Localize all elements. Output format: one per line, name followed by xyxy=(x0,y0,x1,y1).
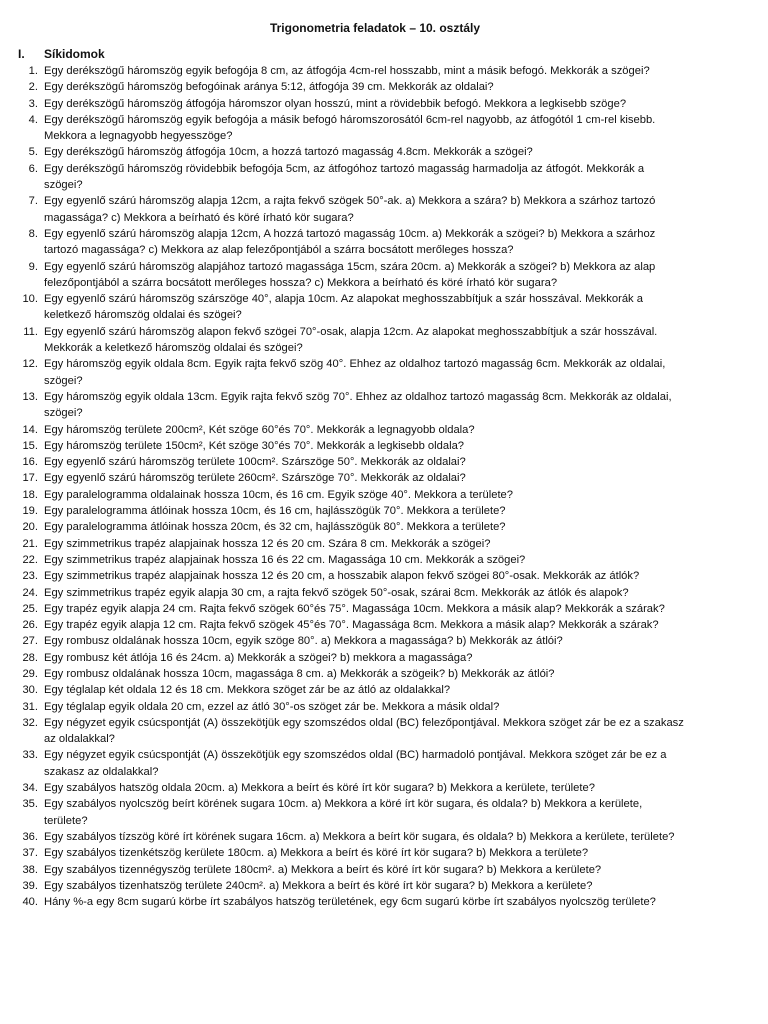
problem-text: Egy derékszögű háromszög átfogója háromszor olyan hosszú, mint a rövidebbik befogó. Mekkora a legkisebb szöge? xyxy=(44,97,627,110)
problem-item xyxy=(18,422,732,438)
problem-item xyxy=(18,747,732,780)
problem-text: Egy téglalap egyik oldala 20 cm, ezzel az átló 30°-os szöget zár be. Mekkora a másik oldal? xyxy=(44,700,500,713)
problem-text: Egy szabályos tizenhatszög területe 240cm². a) Mekkora a beírt és köré írt kör sugara? b) Mekkora a kerülete? xyxy=(44,879,593,892)
problem-item xyxy=(18,666,732,682)
problem-number: 18. xyxy=(22,488,38,501)
problem-text: Egy szabályos tízszög köré írt körének sugara 16cm. a) Mekkora a beírt kör sugara, és oldala? b) Mekkora a kerülete, területe? xyxy=(44,830,675,843)
problem-item xyxy=(18,519,732,535)
problem-item xyxy=(18,650,732,666)
problem-item xyxy=(18,878,732,894)
problem-number: 8. xyxy=(28,227,38,240)
problem-number: 31. xyxy=(22,700,38,713)
problem-number: 29. xyxy=(22,667,38,680)
problem-text: Egy szabályos hatszög oldala 20cm. a) Mekkora a beírt és köré írt kör sugara? b) Mekkora a kerülete, területe? xyxy=(44,782,595,795)
problem-text: Egy egyenlő szárú háromszög területe 260cm². Szárszöge 70°. Mekkorák az oldalai? xyxy=(44,472,466,485)
problem-number: 2. xyxy=(28,81,38,94)
problem-item xyxy=(18,536,732,552)
problem-number: 32. xyxy=(22,716,38,729)
problem-item xyxy=(18,617,732,633)
problem-text: Egy paralelogramma átlóinak hossza 10cm, és 16 cm, hajlásszögük 70°. Mekkora a területe? xyxy=(44,505,506,518)
problem-text: Egy szabályos tizennégyszög területe 180cm². a) Mekkora a beírt és köré írt kör sugara? b) Mekkora a kerülete? xyxy=(44,863,602,876)
problem-item xyxy=(18,552,732,568)
problem-number: 27. xyxy=(22,635,38,648)
problem-text: Egy négyzet egyik csúcspontját (A) összekötjük egy szomszédos oldal (BC) felezőpontjával. Mekkora szöget zár be ez a szakasz az oldalakkal? xyxy=(44,716,684,746)
problem-item xyxy=(18,144,732,160)
problem-number: 1. xyxy=(28,65,38,77)
problem-number: 17. xyxy=(22,472,38,485)
problem-item xyxy=(18,601,732,617)
problem-text: Egy paralelogramma átlóinak hossza 20cm, és 32 cm, hajlásszögük 80°. Mekkora a területe? xyxy=(44,521,506,534)
problem-item xyxy=(18,63,732,79)
problem-number: 37. xyxy=(22,847,38,860)
problem-text: Egy háromszög területe 200cm², Két szöge 60°és 70°. Mekkorák a legnagyobb oldala? xyxy=(44,423,475,436)
problem-text: Egy háromszög egyik oldala 13cm. Egyik rajta fekvő szög 70°. Ehhez az oldalhoz tartozó magasság 8cm. Mekkorák az oldalai, szögei? xyxy=(44,390,672,420)
problem-text: Egy derékszögű háromszög egyik befogója 8 cm, az átfogója 4cm-rel hosszabb, mint a másik befogó. Mekkorák a szögei? xyxy=(44,65,650,77)
problem-text: Egy derékszögű háromszög befogóinak aránya 5:12, átfogója 39 cm. Mekkorák az oldalai? xyxy=(44,81,494,94)
problem-text: Egy trapéz egyik alapja 24 cm. Rajta fekvő szögek 60°és 75°. Magassága 10cm. Mekkora a másik alap? Mekkorák a szárak? xyxy=(44,602,665,615)
problem-text: Egy rombusz oldalának hossza 10cm, egyik szöge 80°. a) Mekkora a magassága? b) Mekkorák az átlói? xyxy=(44,635,563,648)
problem-number: 36. xyxy=(22,830,38,843)
problem-text: Egy trapéz egyik alapja 12 cm. Rajta fekvő szögek 45°és 70°. Magassága 8cm. Mekkora a másik alap? Mekkorák a szárak? xyxy=(44,619,659,632)
problem-item xyxy=(18,503,732,519)
problem-item xyxy=(18,633,732,649)
problem-number: 11. xyxy=(23,325,38,338)
problem-number: 12. xyxy=(22,358,38,371)
problem-text: Egy szimmetrikus trapéz alapjainak hossza 12 és 20 cm, a hosszabik alapon fekvő szögei 80°-osak. Mekkorák az átlók? xyxy=(44,570,640,583)
problem-item xyxy=(18,389,732,422)
problem-text: Egy egyenlő szárú háromszög alapon fekvő szögei 70°-osak, alapja 12cm. Az alapokat meghosszabbítjuk a szár hosszával. Mekkorák a keletkező háromszög oldalai és szögei? xyxy=(44,325,658,355)
section-heading xyxy=(18,46,732,62)
problem-number: 25. xyxy=(22,602,38,615)
problem-text: Egy négyzet egyik csúcspontját (A) összekötjük egy szomszédos oldal (BC) harmadoló pontjával. Mekkora szöget zár be ez a szakasz az oldalakkal? xyxy=(44,749,667,778)
problem-text: Egy egyenlő szárú háromszög alapja 12cm, a rajta fekvő szögek 50°-ak. a) Mekkora a szára? b) Mekkora a szárhoz tartozó magassága? c) Mekkora a beírható és köré írható kör sugara? xyxy=(44,195,656,224)
problem-text: Egy derékszögű háromszög egyik befogója a másik befogó háromszorosától 6cm-rel nagyobb, az átfogótól 1 cm-rel kisebb. Mekkora a legnagyobb hegyesszöge? xyxy=(44,113,656,143)
problem-number: 16. xyxy=(22,456,38,469)
problem-text: Egy szimmetrikus trapéz alapjainak hossza 16 és 22 cm. Magassága 10 cm. Mekkorák a szögei? xyxy=(44,553,526,566)
problem-number: 9. xyxy=(28,260,38,273)
problem-number: 30. xyxy=(22,684,38,697)
problem-number: 33. xyxy=(22,749,38,762)
section-title: Síkidomok xyxy=(44,47,105,61)
problem-item xyxy=(18,112,732,145)
problem-item xyxy=(18,96,732,112)
problem-item xyxy=(18,780,732,796)
problem-text: Egy derékszögű háromszög átfogója 10cm, a hozzá tartozó magasság 4.8cm. Mekkorák a szögei? xyxy=(44,146,533,159)
problem-text: Egy derékszögű háromszög rövidebbik befogója 5cm, az átfogóhoz tartozó magasság harmadolja az átfogót. Mekkorák a szögei? xyxy=(44,162,645,192)
problem-text: Egy háromszög területe 150cm², Két szöge 30°és 70°. Mekkorák a legkisebb oldala? xyxy=(44,439,465,452)
problem-item xyxy=(18,470,732,486)
problem-number: 23. xyxy=(22,570,38,583)
problem-text: Egy szabályos nyolcszög beírt körének sugara 10cm. a) Mekkora a köré írt kör sugara, és oldala? b) Mekkora a kerülete, területe? xyxy=(44,798,643,827)
problem-text: Egy egyenlő szárú háromszög szárszöge 40°, alapja 10cm. Az alapokat meghosszabbítjuk a szár hosszával. Mekkorák a keletkező háromszög oldalai és szögei? xyxy=(44,293,643,322)
problem-item xyxy=(18,226,732,259)
problem-text: Egy téglalap két oldala 12 és 18 cm. Mekkora szöget zár be az átló az oldalakkal? xyxy=(44,684,451,697)
problem-list xyxy=(18,63,732,910)
problem-number: 7. xyxy=(28,195,38,208)
problem-number: 34. xyxy=(22,782,38,795)
problem-text: Egy rombusz oldalának hossza 10cm, magassága 8 cm. a) Mekkorák a szögeik? b) Mekkorák az átlói? xyxy=(44,667,555,680)
problem-text: Egy egyenlő szárú háromszög alapjához tartozó magassága 15cm, szára 20cm. a) Mekkorák a szögei? b) Mekkora az alap felezőpontjából a szárra bocsátott merőleges hossza? c) Mekkora a beírható és köré írható kör sugara? xyxy=(44,260,656,289)
problem-number: 3. xyxy=(28,97,38,110)
problem-number: 14. xyxy=(22,423,38,436)
problem-number: 24. xyxy=(22,586,38,599)
problem-number: 21. xyxy=(22,537,38,550)
page-title: Trigonometria feladatok – 10. osztály xyxy=(269,21,481,35)
problem-item xyxy=(18,796,732,829)
problem-text: Egy szabályos tizenkétszög kerülete 180cm. a) Mekkora a beírt és köré írt kör sugara? b) Mekkora a területe? xyxy=(44,847,589,860)
section-numeral: I. xyxy=(18,47,25,61)
problem-item xyxy=(18,259,732,292)
problem-item xyxy=(18,682,732,698)
problem-item xyxy=(18,862,732,878)
problem-text: Hány %-a egy 8cm sugarú körbe írt szabályos hatszög területének, egy 6cm sugarú körbe írt szabályos nyolcszög területe? xyxy=(44,896,656,909)
problem-text: Egy szimmetrikus trapéz alapjainak hossza 12 és 20 cm. Szára 8 cm. Mekkorák a szögei? xyxy=(44,537,491,550)
problem-item xyxy=(18,894,732,910)
problem-item xyxy=(18,699,732,715)
problem-text: Egy háromszög egyik oldala 8cm. Egyik rajta fekvő szög 40°. Ehhez az oldalhoz tartozó magasság 6cm. Mekkorák az oldalai, szögei? xyxy=(44,358,666,387)
problem-number: 15. xyxy=(22,439,38,452)
problem-item xyxy=(18,324,732,357)
problem-number: 35. xyxy=(22,798,38,811)
problem-text: Egy egyenlő szárú háromszög alapja 12cm, A hozzá tartozó magasság 10cm. a) Mekkorák a szögei? b) Mekkora a szárhoz tartozó magassága? c) Mekkora az alap felezőpontjából a szárra bocsátott merőleges hossza? xyxy=(44,227,656,257)
problem-item xyxy=(18,487,732,503)
problem-number: 22. xyxy=(22,553,38,566)
problem-number: 40. xyxy=(22,896,38,909)
problem-item xyxy=(18,568,732,584)
problem-item xyxy=(18,193,732,226)
problem-text: Egy rombusz két átlója 16 és 24cm. a) Mekkorák a szögei? b) mekkora a magassága? xyxy=(44,651,473,664)
problem-item xyxy=(18,454,732,470)
problem-text: Egy szimmetrikus trapéz egyik alapja 30 cm, a rajta fekvő szögek 50°-osak, szárai 8cm. Mekkorák az átlók és alapok? xyxy=(44,586,629,599)
problem-item xyxy=(18,585,732,601)
problem-item xyxy=(18,829,732,845)
problem-number: 20. xyxy=(22,521,38,534)
problem-number: 10. xyxy=(22,293,38,306)
problem-item xyxy=(18,356,732,389)
problem-item xyxy=(18,291,732,324)
problem-number: 4. xyxy=(28,113,38,126)
problem-item xyxy=(18,79,732,95)
problem-number: 28. xyxy=(22,651,38,664)
problem-number: 19. xyxy=(22,505,38,518)
problem-text: Egy paralelogramma oldalainak hossza 10cm, és 16 cm. Egyik szöge 40°. Mekkora a területe? xyxy=(44,488,513,501)
problem-number: 26. xyxy=(22,619,38,632)
problem-text: Egy egyenlő szárú háromszög területe 100cm². Szárszöge 50°. Mekkorák az oldalai? xyxy=(44,456,466,469)
problem-item xyxy=(18,845,732,861)
problem-number: 38. xyxy=(22,863,38,876)
problem-number: 5. xyxy=(28,146,38,159)
problem-number: 39. xyxy=(22,879,38,892)
problem-item xyxy=(18,715,732,748)
problem-number: 6. xyxy=(28,162,38,175)
problem-item xyxy=(18,438,732,454)
problem-item xyxy=(18,161,732,194)
problem-number: 13. xyxy=(22,390,38,403)
